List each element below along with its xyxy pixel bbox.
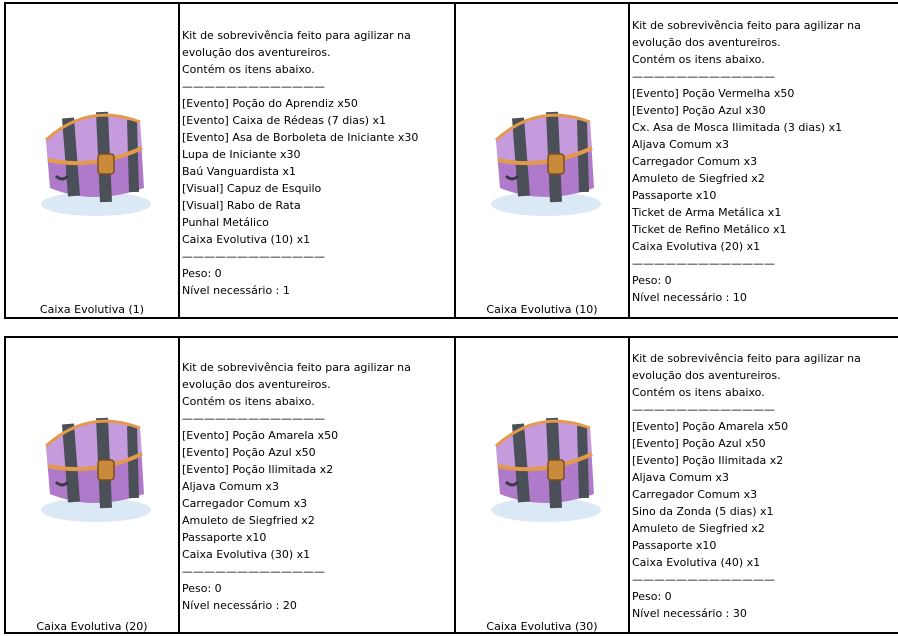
- item-image-cell: [6, 338, 180, 632]
- item-entry: Punhal Metálico: [182, 216, 269, 229]
- item-name: Caixa Evolutiva (30): [486, 620, 598, 633]
- desc-line: Contém os itens abaixo.: [182, 63, 315, 76]
- treasure-chest-icon: [478, 92, 608, 222]
- item-entry: [Evento] Poção Ilimitada x2: [632, 454, 784, 467]
- item-image-cell: [456, 4, 630, 317]
- separator: —————————————: [182, 250, 325, 263]
- required-level: Nível necessário : 10: [632, 291, 747, 304]
- required-level: Nível necessário : 30: [632, 607, 747, 620]
- item-entry: Caixa Evolutiva (30) x1: [182, 548, 311, 561]
- item-name: Caixa Evolutiva (20): [36, 620, 148, 633]
- item-description: [180, 4, 470, 317]
- item-entry: Caixa Evolutiva (10) x1: [182, 233, 311, 246]
- item-description: [180, 338, 470, 632]
- item-entry: Cx. Asa de Mosca Ilimitada (3 dias) x1: [632, 121, 843, 134]
- item-entry: [Visual] Capuz de Esquilo: [182, 182, 322, 195]
- item-name: Caixa Evolutiva (10): [486, 303, 598, 316]
- desc-line: Kit de sobrevivência feito para agilizar na: [632, 19, 861, 32]
- item-description: [630, 338, 898, 632]
- item-entry: [Evento] Caixa de Rédeas (7 dias) x1: [182, 114, 387, 127]
- item-entry: Lupa de Iniciante x30: [182, 148, 301, 161]
- item-card: [454, 336, 898, 634]
- item-card: [454, 2, 898, 319]
- desc-line: evolução dos aventureiros.: [182, 378, 331, 391]
- separator: —————————————: [182, 412, 325, 425]
- item-entry: Aljava Comum x3: [632, 138, 729, 151]
- item-name: Caixa Evolutiva (1): [39, 303, 145, 316]
- item-entry: Ticket de Refino Metálico x1: [632, 223, 787, 236]
- item-entry: [Evento] Poção Amarela x50: [632, 420, 789, 433]
- treasure-chest-icon: [28, 398, 158, 528]
- item-entry: Passaporte x10: [182, 531, 267, 544]
- item-entry: Amuleto de Siegfried x2: [182, 514, 315, 527]
- item-entry: Passaporte x10: [632, 539, 717, 552]
- item-entry: [Evento] Poção Ilimitada x2: [182, 463, 334, 476]
- required-level: Nível necessário : 1: [182, 284, 290, 297]
- item-entry: Baú Vanguardista x1: [182, 165, 296, 178]
- desc-line: evolução dos aventureiros.: [632, 36, 781, 49]
- desc-line: Kit de sobrevivência feito para agilizar na: [182, 361, 411, 374]
- desc-line: Kit de sobrevivência feito para agilizar na: [182, 29, 411, 42]
- desc-line: Contém os itens abaixo.: [632, 53, 765, 66]
- separator: —————————————: [182, 565, 325, 578]
- item-entry: [Evento] Poção Amarela x50: [182, 429, 339, 442]
- desc-line: evolução dos aventureiros.: [632, 369, 781, 382]
- item-entry: [Evento] Poção Azul x50: [182, 446, 316, 459]
- item-entry: Amuleto de Siegfried x2: [632, 522, 765, 535]
- item-entry: Aljava Comum x3: [182, 480, 279, 493]
- weight: Peso: 0: [632, 274, 672, 287]
- desc-line: evolução dos aventureiros.: [182, 46, 331, 59]
- item-entry: Sino da Zonda (5 dias) x1: [632, 505, 774, 518]
- item-entry: [Visual] Rabo de Rata: [182, 199, 301, 212]
- item-entry: Caixa Evolutiva (40) x1: [632, 556, 761, 569]
- item-entry: Carregador Comum x3: [632, 488, 758, 501]
- item-card: [4, 336, 472, 634]
- item-entry: Ticket de Arma Metálica x1: [632, 206, 782, 219]
- separator: —————————————: [632, 70, 775, 83]
- item-image-cell: [456, 338, 630, 632]
- weight: Peso: 0: [182, 582, 222, 595]
- item-entry: Carregador Comum x3: [182, 497, 308, 510]
- required-level: Nível necessário : 20: [182, 599, 297, 612]
- weight: Peso: 0: [632, 590, 672, 603]
- separator: —————————————: [182, 80, 325, 93]
- item-entry: [Evento] Poção Azul x50: [632, 437, 766, 450]
- desc-line: Contém os itens abaixo.: [632, 386, 765, 399]
- separator: —————————————: [632, 257, 775, 270]
- desc-line: Contém os itens abaixo.: [182, 395, 315, 408]
- separator: —————————————: [632, 403, 775, 416]
- item-entry: Passaporte x10: [632, 189, 717, 202]
- item-card: [4, 2, 472, 319]
- desc-line: Kit de sobrevivência feito para agilizar na: [632, 352, 861, 365]
- separator: —————————————: [632, 573, 775, 586]
- item-image-cell: [6, 4, 180, 317]
- weight: Peso: 0: [182, 267, 222, 280]
- item-entry: Aljava Comum x3: [632, 471, 729, 484]
- item-entry: Amuleto de Siegfried x2: [632, 172, 765, 185]
- treasure-chest-icon: [478, 398, 608, 528]
- item-entry: Caixa Evolutiva (20) x1: [632, 240, 761, 253]
- item-entry: [Evento] Asa de Borboleta de Iniciante x30: [182, 131, 419, 144]
- item-entry: [Evento] Poção do Aprendiz x50: [182, 97, 358, 110]
- item-entry: Carregador Comum x3: [632, 155, 758, 168]
- treasure-chest-icon: [28, 92, 158, 222]
- item-entry: [Evento] Poção Vermelha x50: [632, 87, 795, 100]
- item-entry: [Evento] Poção Azul x30: [632, 104, 766, 117]
- item-description: [630, 4, 898, 317]
